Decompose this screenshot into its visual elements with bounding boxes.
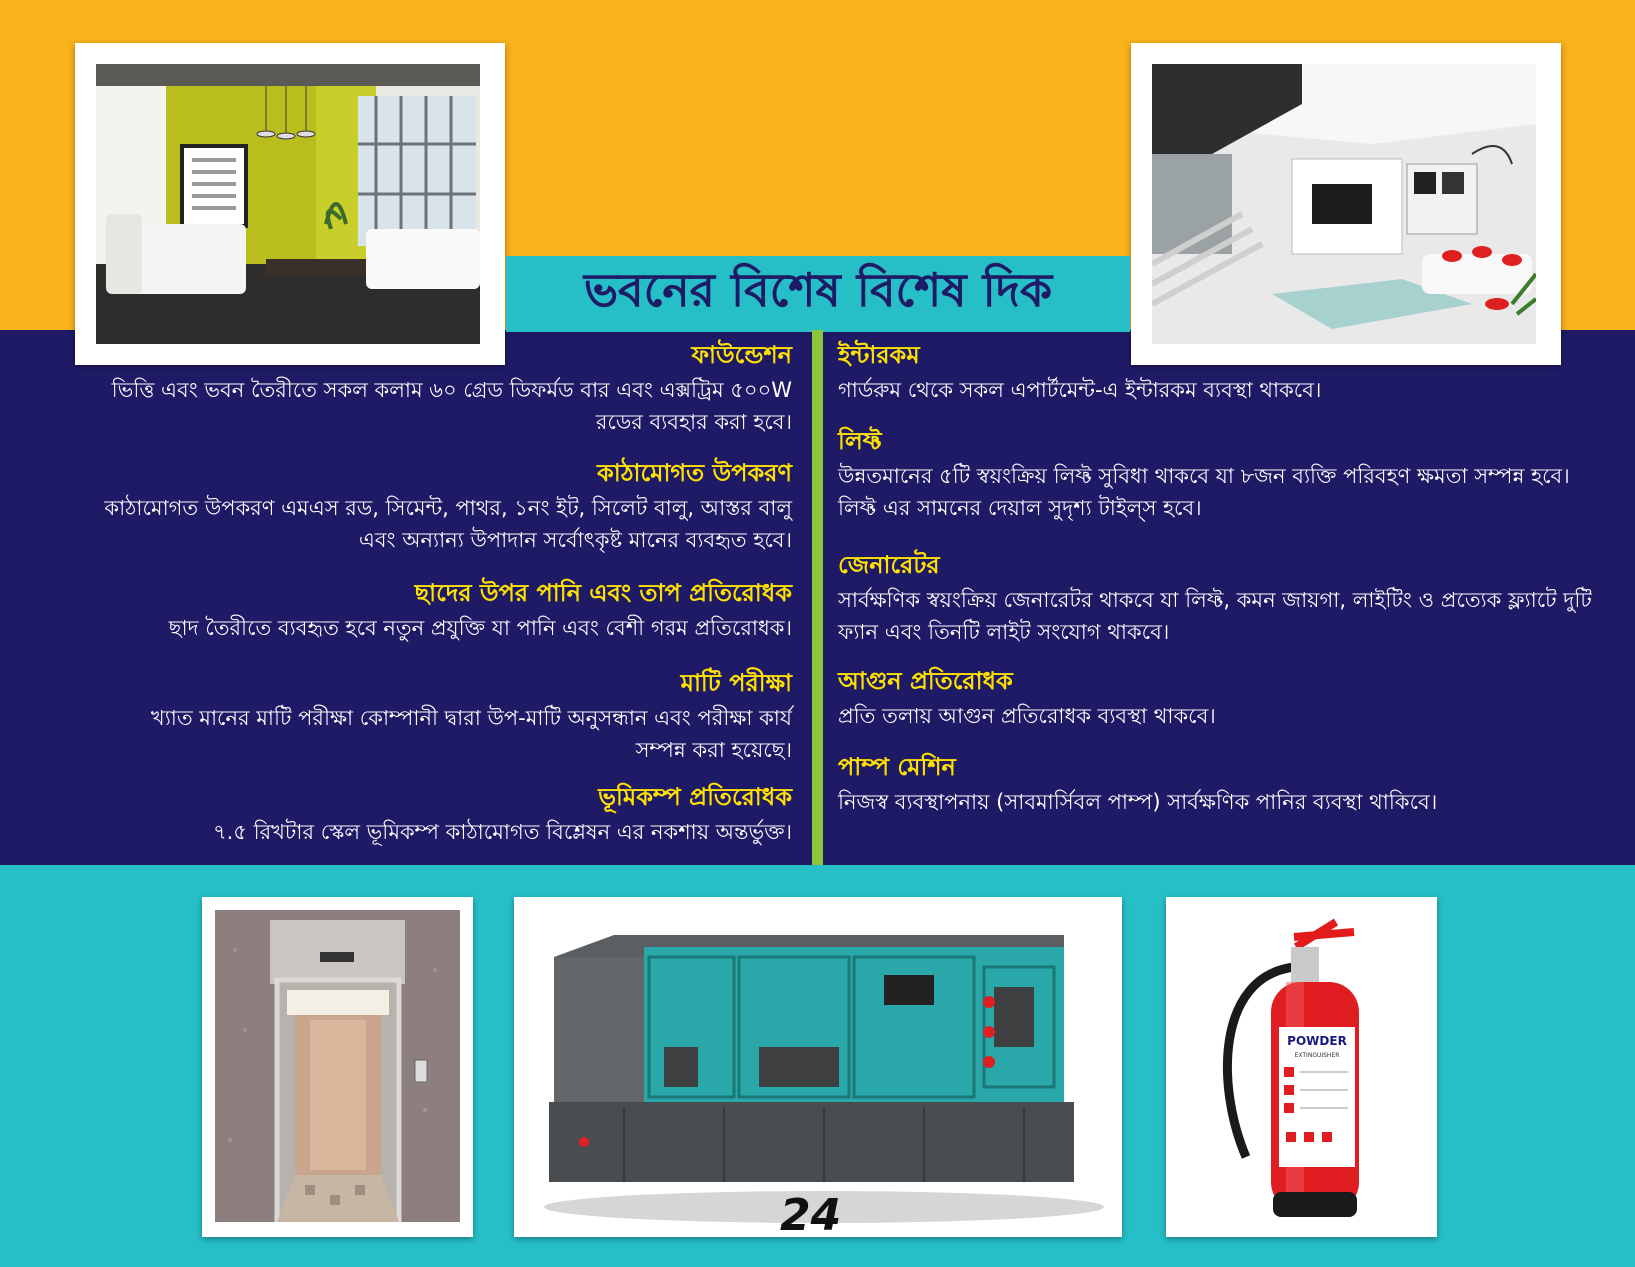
feature-heading: জেনারেটর bbox=[838, 551, 940, 579]
feature-text: গার্ডরুম থেকে সকল এপার্টমেন্ট-এ ইন্টারকম ব্যবস্থা থাকবে। bbox=[838, 378, 1322, 402]
feature-heading: ইন্টারকম bbox=[838, 341, 920, 369]
feature-heading: লিফ্ট bbox=[838, 427, 882, 455]
feature-heading: কাঠামোগত উপকরণ bbox=[596, 459, 792, 487]
feature-text: উন্নতমানের ৫টি স্বয়ংক্রিয় লিফ্ট সুবিধা থাকবে যা ৮জন ব্যক্তি পরিবহণ ক্ষমতা সম্পন্ন হবে। লিফ্ট এর সামনের দেয়াল সুদৃশ্য টাইল্স হবে। bbox=[838, 464, 1570, 520]
feature-text: নিজস্ব ব্যবস্থাপনায় (সাবমার্সিবল পাম্প) সার্বক্ষণিক পানির ব্যবস্থা থাকিবে। bbox=[838, 790, 1438, 814]
feature-text: ভিত্তি এবং ভবন তৈরীতে সকল কলাম ৬০ গ্রেড ডিফর্মড বার এবং এক্সট্রিম ৫০০W রডের ব্যবহার করা হবে। bbox=[111, 378, 792, 434]
feature-fire-protection bbox=[838, 666, 1598, 732]
feature-foundation bbox=[100, 340, 792, 438]
living-room-photo bbox=[96, 64, 480, 344]
fire-extinguisher-photo bbox=[1176, 907, 1427, 1227]
feature-text: ৭.৫ রিখটার স্কেল ভূমিকম্প কাঠামোগত বিশ্লেষন এর নকশায় অন্তর্ভুক্ত। bbox=[212, 820, 792, 844]
feature-heading: আগুন প্রতিরোধক bbox=[838, 667, 1013, 695]
feature-text: সার্বক্ষণিক স্বয়ংক্রিয় জেনারেটর থাকবে যা লিফ্ট, কমন জায়গা, লাইটিং ও প্রত্যেক ফ্ল্যাটে দুটি ফ্যান এবং তিনটি লাইট সংযোগ থাকবে। bbox=[838, 588, 1592, 644]
feature-text: খ্যাত মানের মাটি পরীক্ষা কোম্পানী দ্বারা উপ-মাটি অনুসন্ধান এবং পরীক্ষা কার্য সম্পন্ন করা হয়েছে। bbox=[150, 706, 792, 762]
feature-text: কাঠামোগত উপকরণ এমএস রড, সিমেন্ট, পাথর, ১নং ইট, সিলেট বালু, আস্তর বালু এবং অন্যান্য উপাদান সর্বোৎকৃষ্ট মানের ব্যবহৃত হবে। bbox=[104, 496, 792, 552]
feature-lift bbox=[838, 426, 1598, 524]
feature-heading: পাম্প মেশিন bbox=[838, 753, 956, 781]
column-divider bbox=[812, 330, 823, 865]
fire-extinguisher-photo-frame bbox=[1166, 897, 1437, 1237]
extinguisher-sublabel: EXTINGUISHER bbox=[1294, 1052, 1340, 1059]
extinguisher-label: POWDER bbox=[1287, 1034, 1347, 1048]
modern-interior-photo-frame bbox=[1131, 43, 1561, 365]
generator-photo bbox=[524, 907, 1112, 1227]
elevator-photo bbox=[215, 910, 460, 1222]
feature-earthquake-resistance bbox=[100, 782, 792, 848]
elevator-photo-frame bbox=[202, 897, 473, 1237]
feature-generator bbox=[838, 550, 1598, 648]
generator-photo-frame bbox=[514, 897, 1122, 1237]
feature-heading: ভূমিকম্প প্রতিরোধক bbox=[598, 783, 792, 811]
page-title: ভবনের বিশেষ বিশেষ দিক bbox=[583, 263, 1053, 317]
feature-heading: ফাউন্ডেশন bbox=[691, 341, 792, 369]
title-box bbox=[506, 256, 1130, 332]
feature-roof-proofing bbox=[100, 578, 792, 644]
feature-text: প্রতি তলায় আগুন প্রতিরোধক ব্যবস্থা থাকবে। bbox=[838, 704, 1216, 728]
living-room-photo-frame bbox=[75, 43, 505, 365]
feature-pump-machine bbox=[838, 752, 1598, 818]
feature-heading: মাটি পরীক্ষা bbox=[680, 669, 792, 697]
feature-text: ছাদ তৈরীতে ব্যবহৃত হবে নতুন প্রযুক্তি যা পানি এবং বেশী গরম প্রতিরোধক। bbox=[168, 616, 792, 640]
feature-intercom bbox=[838, 340, 1598, 406]
feature-soil-test bbox=[100, 668, 792, 766]
modern-interior-photo bbox=[1152, 64, 1536, 344]
feature-heading: ছাদের উপর পানি এবং তাপ প্রতিরোধক bbox=[414, 579, 792, 607]
page-number: 24 bbox=[780, 1190, 842, 1241]
feature-structural-materials bbox=[100, 458, 792, 556]
